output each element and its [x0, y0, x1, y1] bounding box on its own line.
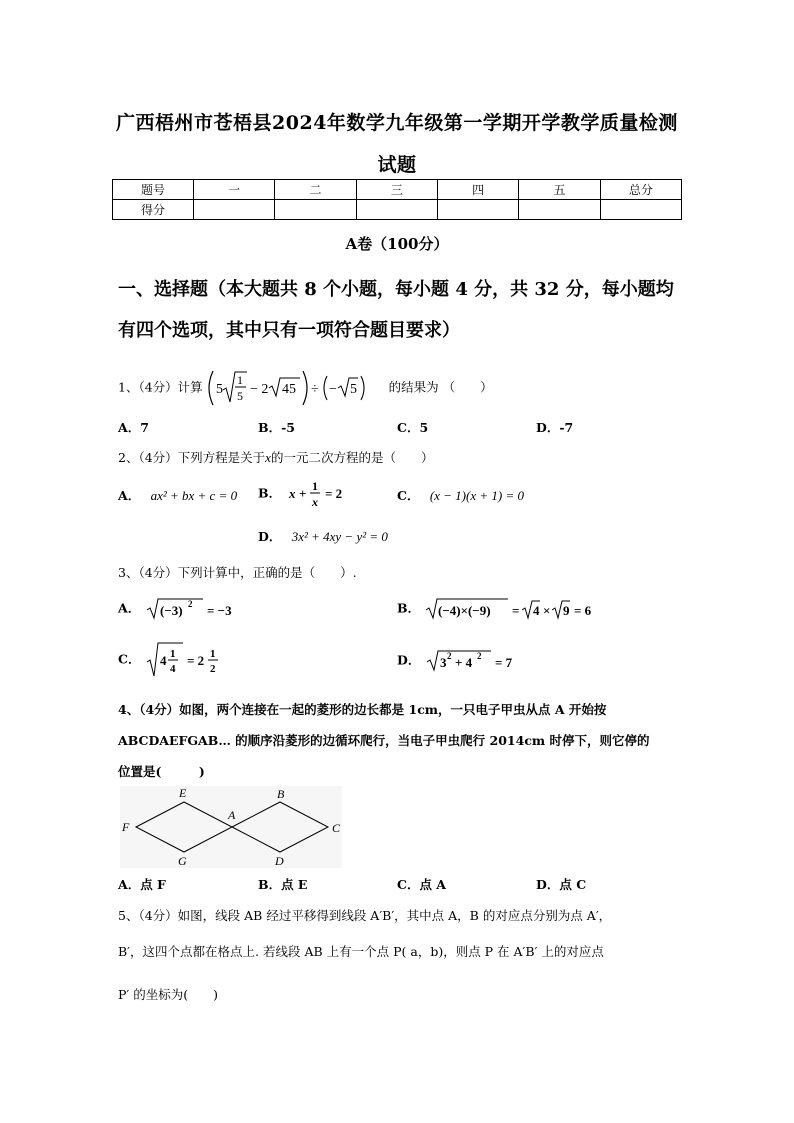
score-table-header-row: [113, 180, 682, 200]
q1-option-a[interactable]: A．7: [118, 420, 149, 435]
question-1-prefix: 1、（4分）计算: [118, 379, 203, 395]
page-title-line1: 广西梧州市苍梧县2024年数学九年级第一学期开学教学质量检测: [116, 112, 678, 134]
q3-option-b-expression: [424, 596, 604, 622]
option-label: C．: [118, 651, 141, 667]
page-title-line2: 试题: [377, 154, 417, 176]
point-label-d: D: [275, 854, 284, 868]
score-input-cell[interactable]: [194, 200, 275, 220]
option-label: C．: [397, 488, 420, 503]
option-label: A．: [118, 600, 141, 616]
left-rhombus: [136, 802, 232, 852]
question-3: 3、（4分）下列计算中，正确的是（ ）.: [118, 565, 357, 580]
svg-text:1: 1: [169, 648, 176, 660]
q2-option-b-expression: [285, 478, 355, 510]
question-1-suffix: 的结果为 （ ）: [388, 379, 493, 395]
svg-text:2: 2: [476, 651, 482, 661]
rhombus-figure: [120, 786, 342, 868]
svg-text:+: +: [299, 486, 307, 501]
svg-text:2: 2: [446, 651, 452, 661]
q1-option-c[interactable]: C．5: [397, 420, 429, 435]
question-4-line2: ABCDAEFGAB… 的顺序沿菱形的边循环爬行，当电子甲虫爬行 2014cm 时停下，则它停的: [118, 733, 650, 748]
svg-text:= 6: = 6: [574, 603, 592, 618]
svg-text:45: 45: [281, 382, 296, 397]
question-5-line2: B′，这四个点都在格点上. 若线段 AB 上有一个点 P( a，b)，则点 P 在 A′B′ 上的对应点: [118, 944, 604, 959]
table-cell: 一: [194, 180, 275, 200]
svg-text:×: ×: [543, 603, 551, 618]
point-label-a: A: [228, 808, 236, 822]
option-label: B．: [397, 600, 421, 616]
q4-option-b[interactable]: B．点 E: [258, 877, 308, 892]
svg-text:÷: ÷: [310, 382, 319, 397]
question-4-line1: 4、（4分）如图，两个连接在一起的菱形的边长都是 1cm，一只电子甲虫从点 A 开始按: [118, 702, 607, 717]
q3-option-d-expression: [425, 648, 525, 674]
question-5-line3: P′ 的坐标为( ): [118, 987, 218, 1002]
point-label-g: G: [178, 854, 187, 868]
table-cell: 二: [275, 180, 356, 200]
question-2-suffix: 的一元二次方程的是（ ）: [270, 450, 434, 465]
table-cell: 四: [437, 180, 518, 200]
score-table-score-row: [113, 200, 682, 220]
q1-option-d[interactable]: D．-7: [536, 420, 574, 435]
svg-text:1: 1: [236, 373, 243, 387]
q2-option-d[interactable]: [258, 527, 388, 545]
q3-option-a-expression: [145, 596, 245, 622]
option-label: D．: [397, 652, 421, 668]
q4-option-d[interactable]: D．点 C: [536, 877, 587, 892]
score-input-cell[interactable]: [356, 200, 437, 220]
question-4-line3: 位置是( ): [118, 764, 205, 779]
table-cell: 得分: [113, 200, 194, 220]
table-cell: 总分: [600, 180, 681, 200]
svg-text:(−4)×(−9): (−4)×(−9): [438, 603, 491, 618]
svg-text:4: 4: [169, 663, 176, 675]
point-label-e: E: [179, 786, 187, 800]
q3-option-c[interactable]: [118, 640, 235, 680]
q4-option-a[interactable]: A．点 F: [118, 877, 166, 892]
score-input-cell[interactable]: [600, 200, 681, 220]
svg-text:= −3: = −3: [206, 603, 232, 618]
svg-text:2: 2: [209, 663, 216, 675]
score-table: [112, 179, 682, 220]
q2-option-d-expression: 3x² + 4xy − y² = 0: [291, 529, 388, 544]
question-2-variable: x: [265, 450, 271, 465]
table-cell: 题号: [113, 180, 194, 200]
q2-option-c[interactable]: [397, 486, 524, 504]
svg-text:1: 1: [312, 479, 319, 493]
svg-text:x: x: [312, 495, 319, 509]
svg-text:4: 4: [533, 603, 540, 618]
svg-text:+ 4: + 4: [454, 655, 472, 670]
q4-option-c[interactable]: C．点 A: [397, 877, 446, 892]
svg-text:5: 5: [349, 382, 357, 397]
svg-text:3: 3: [439, 655, 447, 670]
q1-option-b[interactable]: B．-5: [258, 420, 295, 435]
svg-text:= 7: = 7: [494, 655, 512, 670]
question-5-line1: 5、（4分）如图，线段 AB 经过平移得到线段 A′B′，其中点 A，B 的对应点分别为点 A′，: [118, 908, 612, 923]
svg-text:x: x: [289, 486, 296, 501]
svg-text:4: 4: [159, 653, 167, 668]
point-label-f: F: [122, 820, 130, 834]
point-label-c: C: [332, 821, 341, 835]
table-cell: 五: [519, 180, 600, 200]
section-heading-line2: 有四个选项，其中只有一项符合题目要求）: [118, 320, 460, 341]
section-heading-line1: 一、选择题（本大题共 8 个小题，每小题 4 分，共 32 分，每小题均: [118, 279, 674, 300]
right-rhombus: [232, 802, 328, 852]
q3-option-c-expression: [145, 640, 235, 680]
score-input-cell[interactable]: [275, 200, 356, 220]
score-input-cell[interactable]: [519, 200, 600, 220]
question-2-prefix: 2、（4分）下列方程是关于: [118, 450, 266, 465]
score-input-cell[interactable]: [437, 200, 518, 220]
q3-option-a[interactable]: [118, 596, 245, 622]
svg-text:2: 2: [187, 599, 193, 609]
q2-option-b[interactable]: [258, 478, 355, 510]
volume-heading: A卷（100分）: [345, 235, 449, 253]
option-label: B．: [258, 485, 282, 501]
svg-text:9: 9: [563, 603, 570, 618]
svg-text:1: 1: [209, 648, 216, 660]
q3-option-d[interactable]: [397, 648, 525, 674]
svg-text:−: −: [328, 382, 337, 397]
svg-text:(−3): (−3): [159, 603, 183, 618]
q2-option-a[interactable]: [118, 486, 237, 504]
option-label: D．: [258, 529, 282, 544]
svg-text:− 2: − 2: [249, 382, 269, 397]
question-1: [118, 368, 493, 408]
q2-option-a-expression: ax² + bx + c = 0: [150, 488, 238, 503]
q3-option-b[interactable]: [397, 596, 604, 622]
svg-text:= 2: = 2: [325, 486, 343, 501]
svg-text:5: 5: [215, 382, 223, 397]
point-label-b: B: [277, 787, 285, 801]
option-label: A．: [118, 488, 141, 503]
svg-text:= 2: = 2: [186, 653, 204, 668]
q2-option-c-expression: (x − 1)(x + 1) = 0: [429, 488, 524, 503]
table-cell: 三: [356, 180, 437, 200]
svg-text:=: =: [512, 603, 520, 618]
question-1-expression: [207, 368, 385, 408]
question-2: [118, 448, 433, 466]
svg-text:5: 5: [236, 389, 243, 403]
